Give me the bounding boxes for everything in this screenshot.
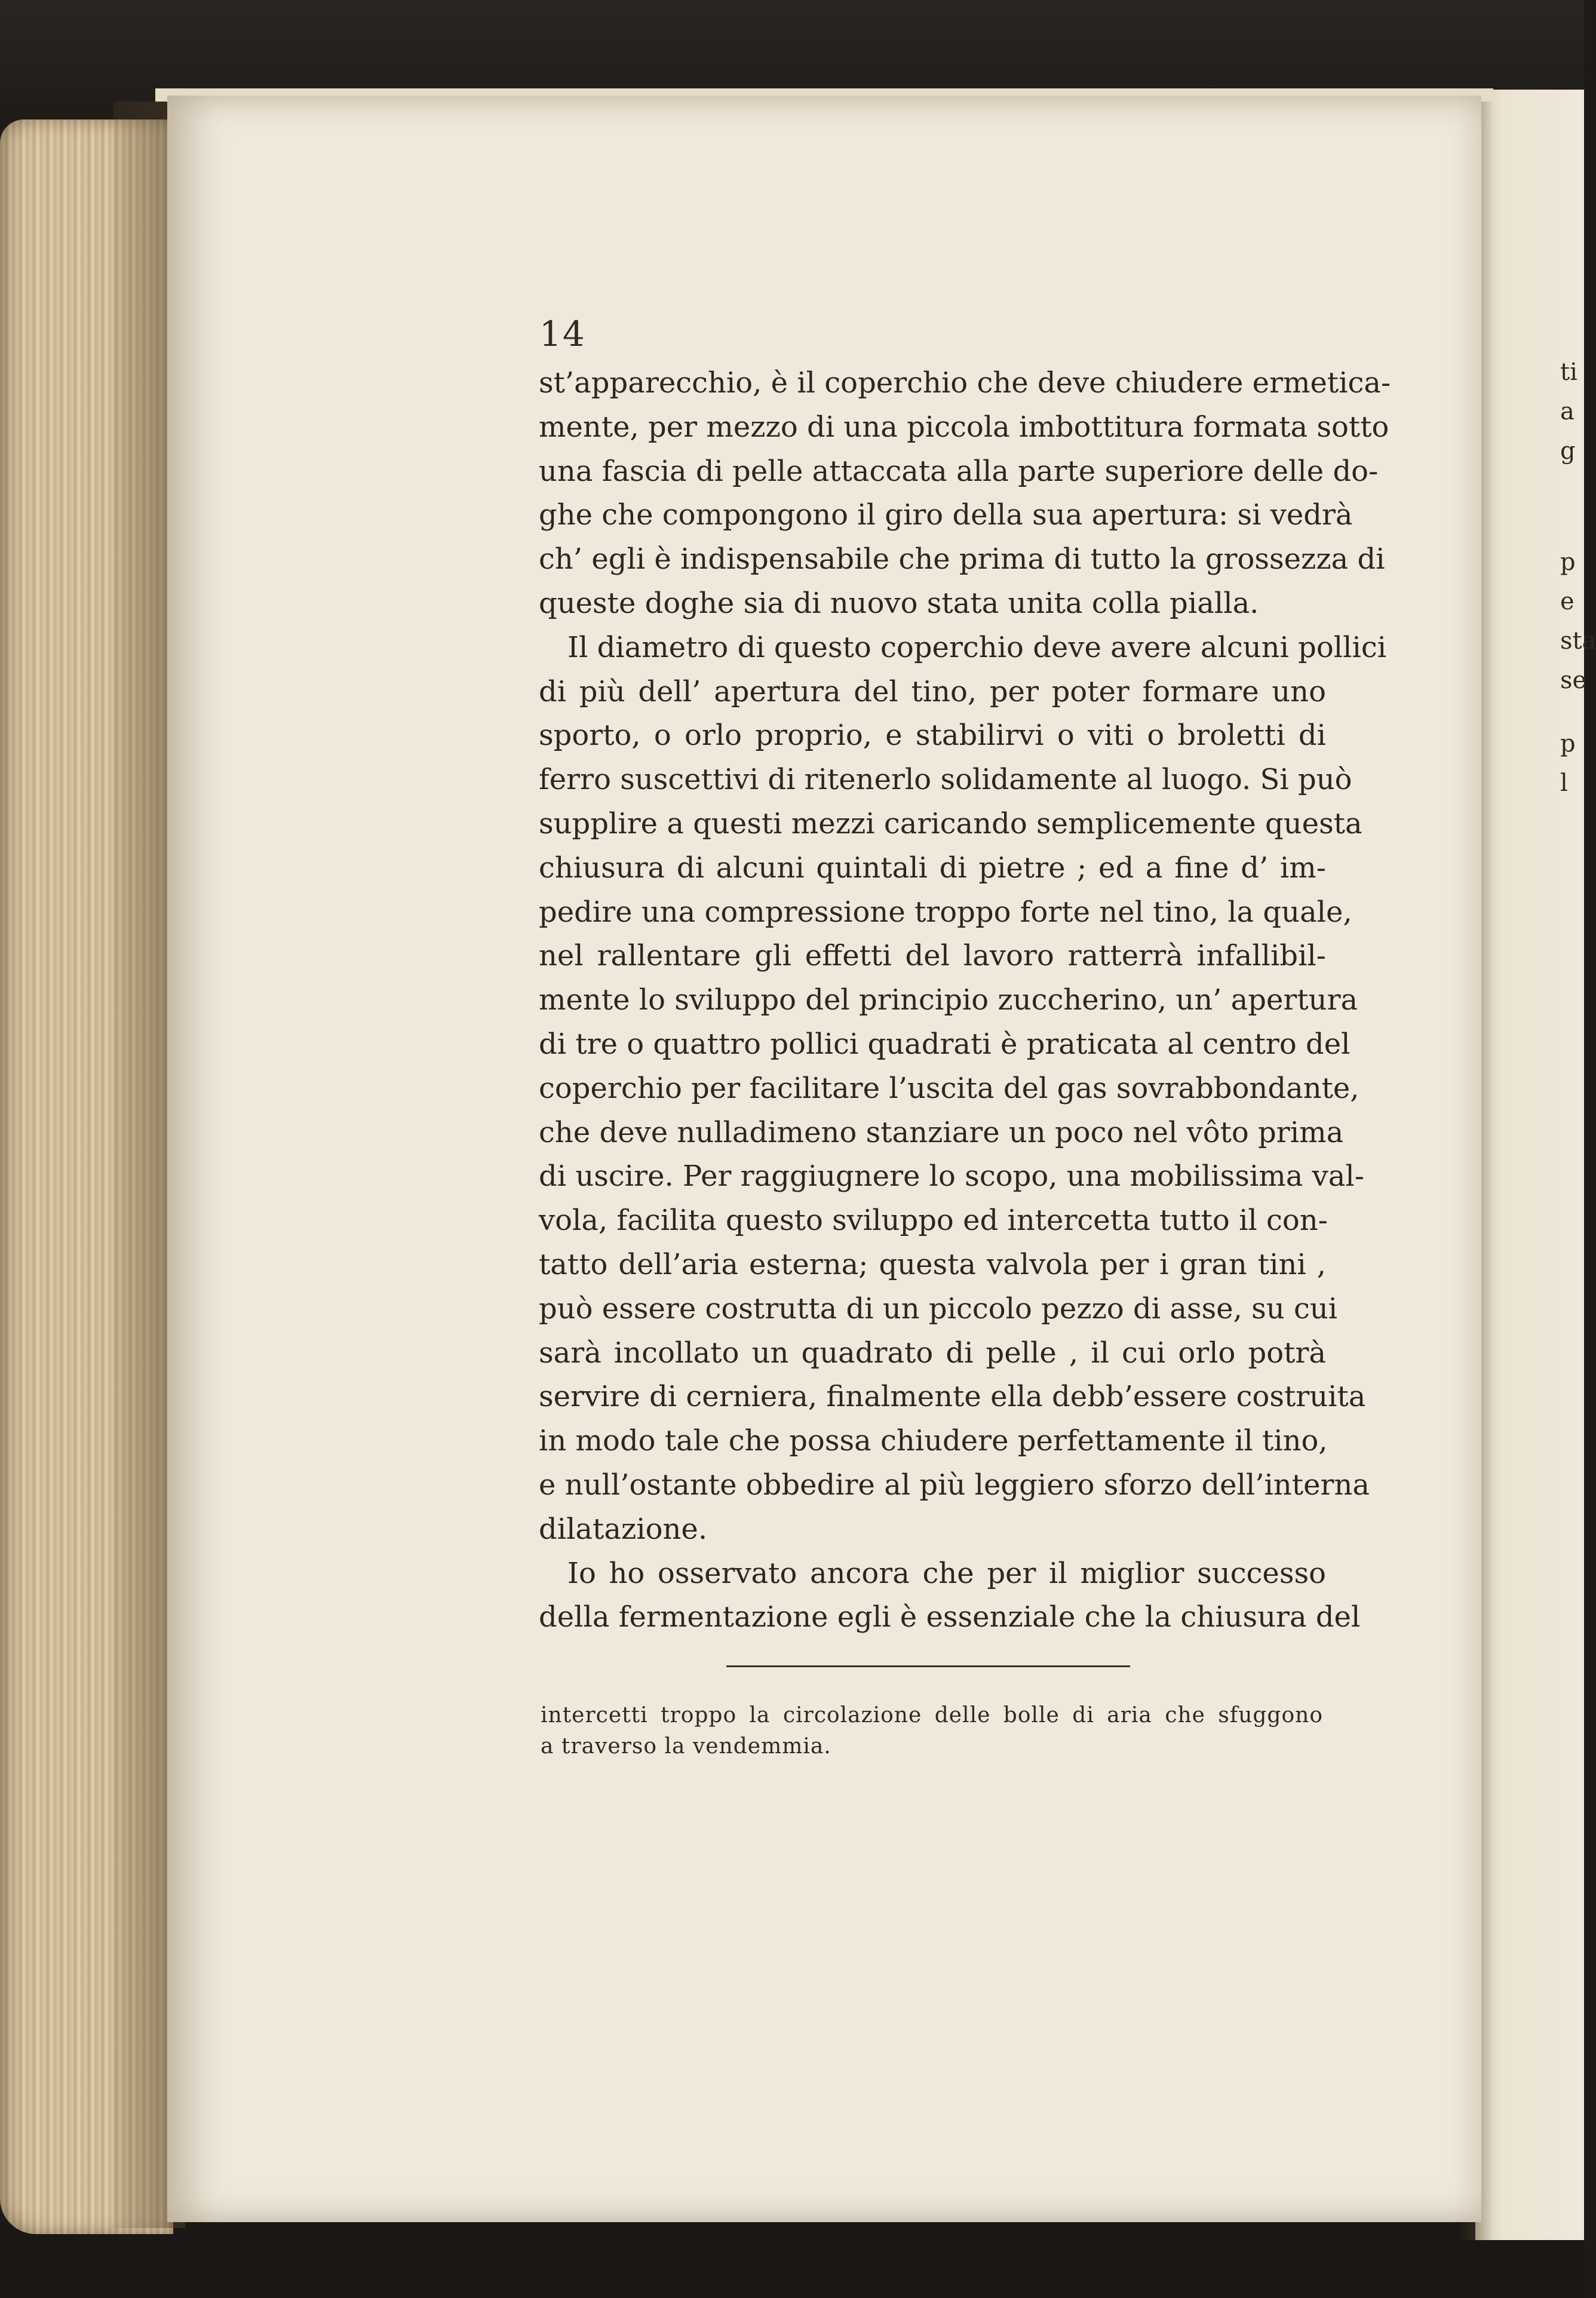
body-text bbox=[539, 361, 1391, 1640]
text-line: coperchio per facilitare l’uscita del gas sovrabbondante, bbox=[539, 1071, 1359, 1105]
text-line: tatto dell’aria esterna; questa valvola per i gran tini , bbox=[539, 1247, 1326, 1281]
facing-gap bbox=[1560, 700, 1584, 724]
text-line: Io ho osservato ancora che per il miglior successo bbox=[567, 1556, 1326, 1590]
text-line: di tre o quattro pollici quadrati è praticata al centro del bbox=[539, 1027, 1351, 1061]
facing-fragment: a bbox=[1560, 398, 1574, 425]
facing-fragment: e bbox=[1560, 588, 1574, 615]
facing-fragment: l bbox=[1560, 769, 1568, 797]
text-line: dilatazione. bbox=[539, 1512, 708, 1546]
text-line: supplire a questi mezzi caricando semplicemente questa bbox=[539, 806, 1362, 840]
text-line: servire di cerniera, finalmente ella debb’essere costruita bbox=[539, 1380, 1366, 1414]
text-line: pedire una compressione troppo forte nel tino, la quale, bbox=[539, 895, 1352, 929]
text-line: Il diametro di questo coperchio deve avere alcuni pollici bbox=[567, 630, 1387, 664]
text-line: che deve nulladimeno stanziare un poco nel vôto prima bbox=[539, 1115, 1344, 1149]
text-line: chiusura di alcuni quintali di pietre ; ed a fine d’ im- bbox=[539, 851, 1326, 885]
text-line: una fascia di pelle attaccata alla parte superiore delle do- bbox=[539, 454, 1379, 488]
text-line: della fermentazione egli è essenziale che la chiusura del bbox=[539, 1600, 1361, 1634]
facing-fragment: p bbox=[1560, 548, 1576, 576]
text-line: può essere costrutta di un piccolo pezzo di asse, su cui bbox=[539, 1291, 1338, 1326]
text-line: ghe che compongono il giro della sua apertura: si vedrà bbox=[539, 498, 1353, 532]
text-line: ferro suscettivi di ritenerlo solidamente al luogo. Si può bbox=[539, 763, 1352, 797]
facing-page-text bbox=[1560, 352, 1596, 803]
footnote-line: a traverso la vendemmia. bbox=[541, 1734, 831, 1759]
facing-fragment: ti bbox=[1560, 358, 1577, 386]
text-line: sporto, o orlo proprio, e stabilirvi o viti o broletti di bbox=[539, 719, 1326, 753]
text-line: mente lo sviluppo del principio zuccherino, un’ apertura bbox=[539, 983, 1358, 1017]
text-line: nel rallentare gli effetti del lavoro ratterrà infallibil- bbox=[539, 939, 1326, 973]
facing-gap bbox=[1560, 471, 1584, 542]
text-line: mente, per mezzo di una piccola imbottitura formata sotto bbox=[539, 410, 1389, 444]
facing-fragment: se bbox=[1560, 667, 1587, 694]
text-line: di uscire. Per raggiugnere lo scopo, una mobilissima val- bbox=[539, 1159, 1364, 1194]
text-line: sarà incollato un quadrato di pelle , il cui orlo potrà bbox=[539, 1336, 1326, 1370]
facing-fragment: g bbox=[1560, 437, 1576, 465]
text-line: queste doghe sia di nuovo stata unita colla pialla. bbox=[539, 586, 1259, 620]
text-line: in modo tale che possa chiudere perfettamente il tino, bbox=[539, 1424, 1328, 1458]
facing-fragment: sta bbox=[1560, 627, 1596, 655]
facing-fragment: p bbox=[1560, 730, 1576, 757]
text-line: e null’ostante obbedire al più leggiero sforzo dell’interna bbox=[539, 1468, 1370, 1502]
footnote-rule bbox=[726, 1665, 1130, 1667]
footnote-line: intercetti troppo la circolazione delle bolle di aria che sfuggono bbox=[541, 1703, 1323, 1728]
footnote bbox=[541, 1700, 1323, 1762]
text-line: ch’ egli è indispensabile che prima di tutto la grossezza di bbox=[539, 542, 1385, 576]
text-line: di più dell’ apertura del tino, per poter formare uno bbox=[539, 674, 1326, 708]
page-number: 14 bbox=[539, 314, 586, 354]
backdrop-bottom bbox=[0, 2222, 1584, 2298]
text-line: vola, facilita questo sviluppo ed intercetta tutto il con- bbox=[539, 1204, 1328, 1238]
text-line: st’apparecchio, è il coperchio che deve chiudere ermetica- bbox=[539, 366, 1391, 400]
